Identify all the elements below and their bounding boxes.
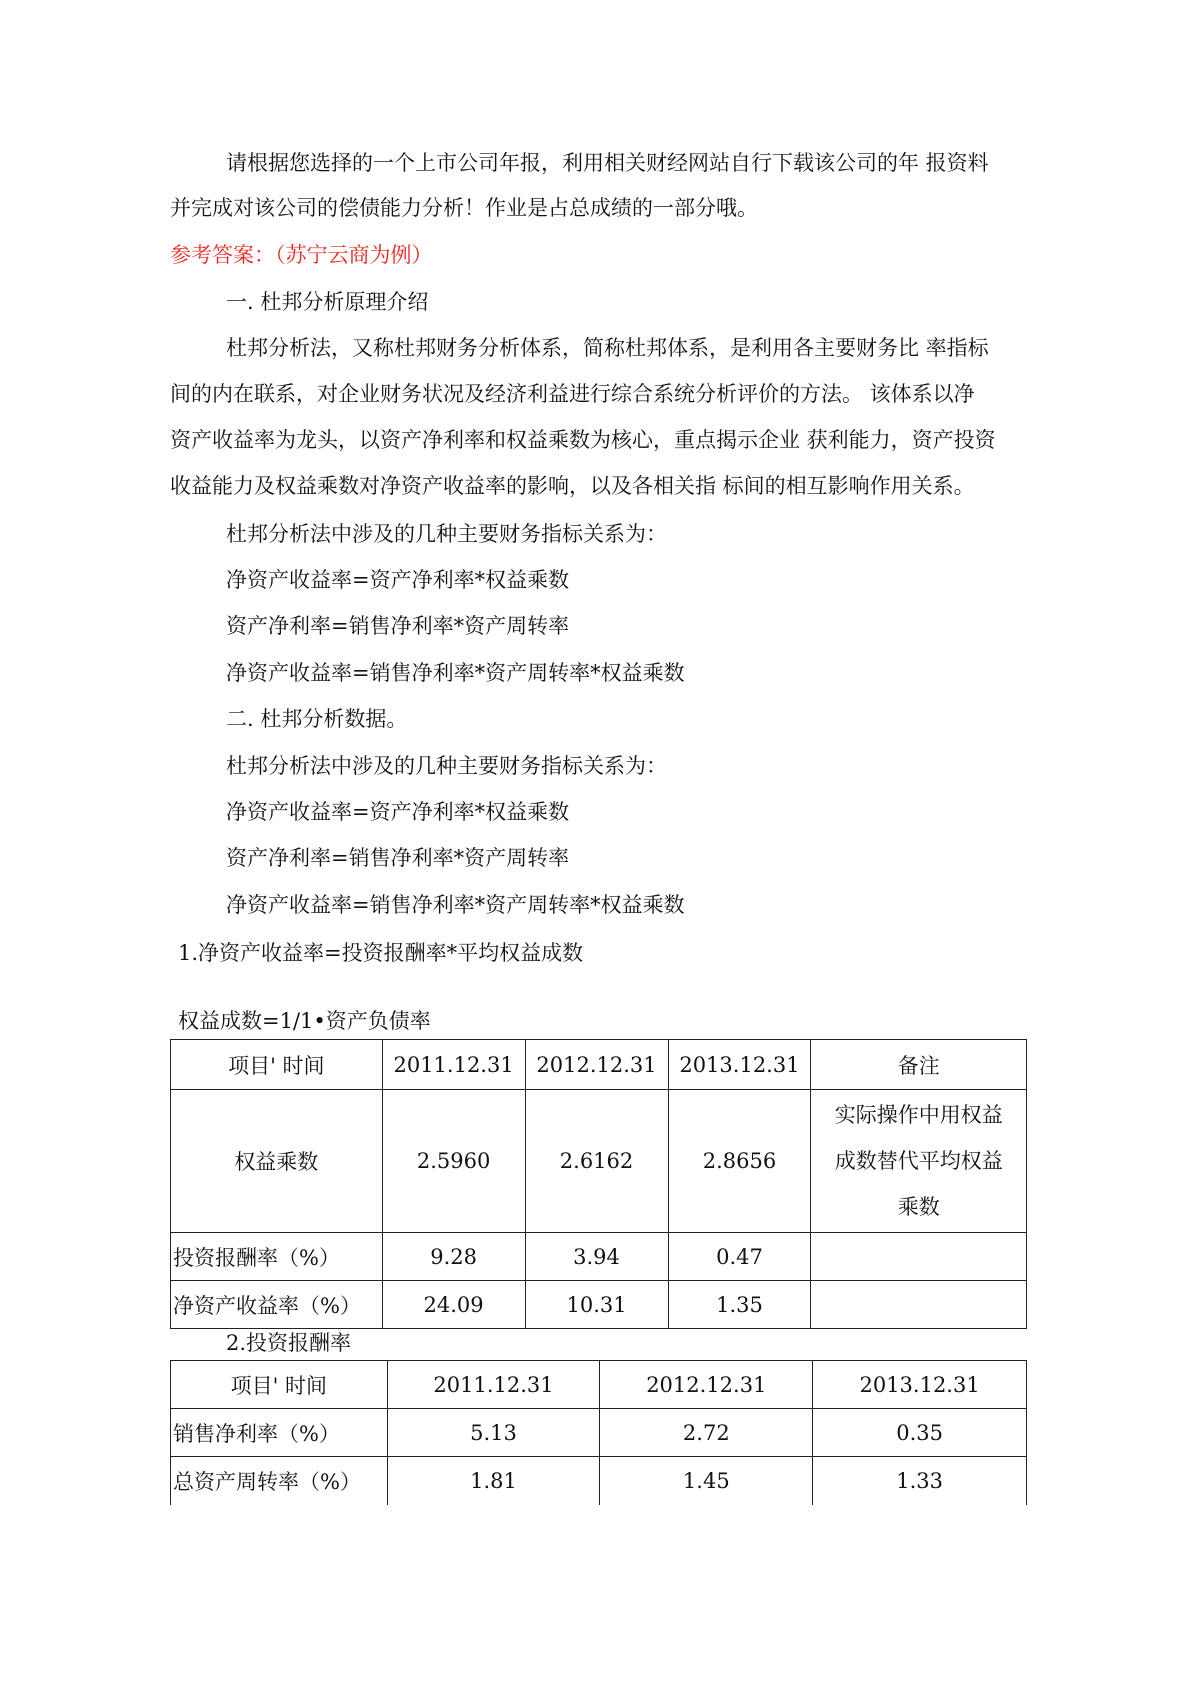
table-cell: 0.47: [668, 1233, 811, 1281]
note-cell: [811, 1090, 1027, 1233]
table-row: [171, 1233, 1027, 1281]
table-cell: 10.31: [525, 1281, 668, 1329]
section1-para-line-3: 资产收益率为龙头，以资产净利率和权益乘数为核心，重点揭示企业 获利能力，资产投资: [170, 428, 996, 452]
row-label: 权益乘数: [171, 1090, 383, 1233]
table-header-cell: 2013.12.31: [813, 1361, 1027, 1409]
table-row: [171, 1090, 1027, 1233]
intro-line-2: 并完成对该公司的偿债能力分析！作业是占总成绩的一部分哦。: [170, 196, 758, 220]
table-row: [171, 1281, 1027, 1329]
table-row: [171, 1409, 1027, 1457]
row-label: 投资报酬率（%）: [171, 1233, 383, 1281]
section2-formula-2: 资产净利率=销售净利率*资产周转率: [226, 846, 570, 870]
section1-formula-2: 资产净利率=销售净利率*资产周转率: [226, 614, 570, 638]
section1-formula-3: 净资产收益率=销售净利率*资产周转率*权益乘数: [226, 661, 685, 685]
table-cell: 9.28: [382, 1233, 525, 1281]
table-cell: 1.33: [813, 1457, 1027, 1505]
row-label: 净资产收益率（%）: [171, 1281, 383, 1329]
table-cell: 2.72: [600, 1409, 813, 1457]
section1-heading: 一. 杜邦分析原理介绍: [226, 290, 429, 314]
item2-title: 2.投资报酬率: [226, 1331, 352, 1355]
table-header-row: [171, 1361, 1027, 1409]
table-row: [171, 1457, 1027, 1505]
table-header-cell: 2011.12.31: [382, 1040, 525, 1090]
section2-formula-3: 净资产收益率=销售净利率*资产周转率*权益乘数: [226, 893, 685, 917]
section1-formula-1: 净资产收益率=资产净利率*权益乘数: [226, 568, 570, 592]
table-cell: 3.94: [525, 1233, 668, 1281]
table-cell: 2.6162: [525, 1090, 668, 1233]
table-header-row: [171, 1040, 1027, 1090]
table-cell: 2.8656: [668, 1090, 811, 1233]
table-header-cell: 2012.12.31: [525, 1040, 668, 1090]
note-cell: [811, 1281, 1027, 1329]
equity-multiplier-table: [170, 1039, 1027, 1329]
table-cell: 1.35: [668, 1281, 811, 1329]
section2-heading: 二. 杜邦分析数据。: [226, 707, 408, 731]
table-cell: 1.81: [387, 1457, 600, 1505]
section1-relations-intro: 杜邦分析法中涉及的几种主要财务指标关系为：: [226, 522, 667, 546]
table-cell: 2.5960: [382, 1090, 525, 1233]
table-header-cell: 2011.12.31: [387, 1361, 600, 1409]
section1-para-line-1: 杜邦分析法，又称杜邦财务分析体系，简称杜邦体系，是利用各主要财务比 率指标: [226, 336, 989, 360]
row-label: 总资产周转率（%）: [171, 1457, 388, 1505]
table-cell: 0.35: [813, 1409, 1027, 1457]
table-header-cell: 备注: [811, 1040, 1027, 1090]
return-on-investment-table: [170, 1360, 1027, 1505]
row-label: 销售净利率（%）: [171, 1409, 388, 1457]
item1-title: 1.净资产收益率=投资报酬率*平均权益成数: [178, 941, 584, 965]
note-line: 实际操作中用权益: [834, 1103, 1003, 1127]
note-line: 成数替代平均权益: [834, 1149, 1003, 1173]
table-cell: 1.45: [600, 1457, 813, 1505]
item1-subtitle: 权益成数=1/1•资产负债率: [178, 1009, 431, 1033]
section1-para-line-2: 间的内在联系，对企业财务状况及经济利益进行综合系统分析评价的方法。 该体系以净: [170, 382, 975, 406]
table-header-cell: 2012.12.31: [600, 1361, 813, 1409]
note-line: 乘数: [897, 1195, 940, 1219]
section2-formula-1: 净资产收益率=资产净利率*权益乘数: [226, 800, 570, 824]
section1-para-line-4: 收益能力及权益乘数对净资产收益率的影响，以及各相关指 标间的相互影响作用关系。: [170, 474, 975, 498]
note-cell: [811, 1233, 1027, 1281]
section2-relations-intro: 杜邦分析法中涉及的几种主要财务指标关系为：: [226, 754, 667, 778]
table-header-cell: 项目' 时间: [171, 1040, 383, 1090]
table-cell: 24.09: [382, 1281, 525, 1329]
table-cell: 5.13: [387, 1409, 600, 1457]
table-header-cell: 2013.12.31: [668, 1040, 811, 1090]
intro-line-1: 请根据您选择的一个上市公司年报，利用相关财经网站自行下载该公司的年 报资料: [226, 151, 989, 175]
answer-label: 参考答案：（苏宁云商为例）: [170, 243, 433, 267]
table-header-cell: 项目' 时间: [171, 1361, 388, 1409]
